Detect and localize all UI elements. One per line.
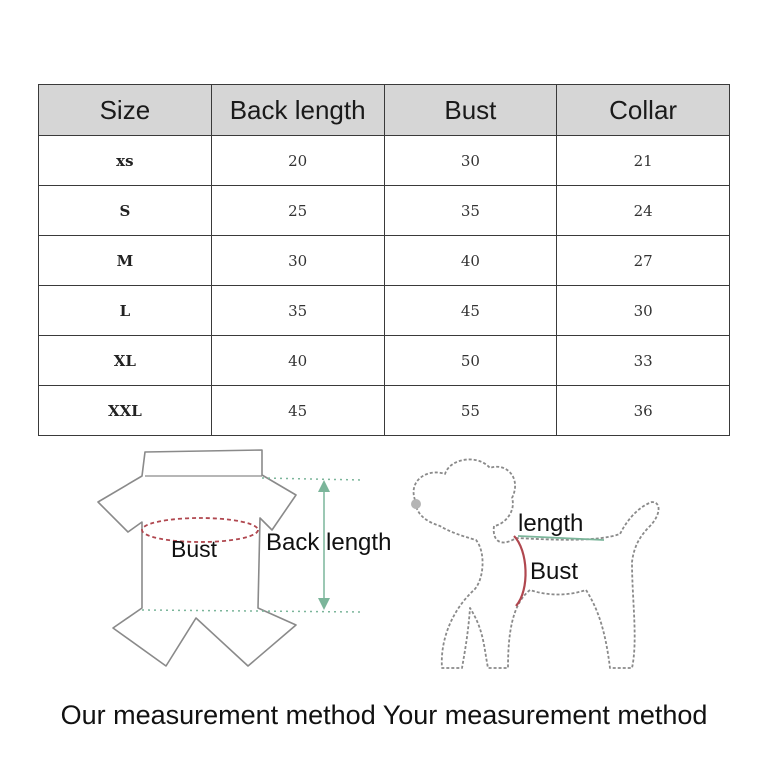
arrow-up-icon	[318, 480, 330, 492]
table-header-row	[39, 85, 730, 136]
size-chart-table	[38, 84, 730, 436]
bust-cell: 40	[384, 236, 557, 286]
back-length-cell: 20	[211, 136, 384, 186]
back-length-cell: 40	[211, 336, 384, 386]
bust-cell: 30	[384, 136, 557, 186]
size-cell: xs	[39, 136, 212, 186]
dog-bust-label: Bust	[530, 558, 579, 585]
table-row	[39, 386, 730, 436]
back-length-cell: 25	[211, 186, 384, 236]
bust-cell: 35	[384, 186, 557, 236]
collar-cell: 27	[557, 236, 730, 286]
measurement-caption: Our measurement method Your measurement method	[60, 700, 708, 730]
measurement-diagram	[0, 440, 768, 690]
table-row	[39, 286, 730, 336]
back-length-cell: 30	[211, 236, 384, 286]
collar-cell: 21	[557, 136, 730, 186]
table-row	[39, 186, 730, 236]
back-length-cell: 35	[211, 286, 384, 336]
size-cell: M	[39, 236, 212, 286]
dog-ear-dot	[411, 499, 421, 509]
dog-length-label: length	[518, 510, 584, 537]
collar-cell: 30	[557, 286, 730, 336]
table-row	[39, 136, 730, 186]
bust-cell: 55	[384, 386, 557, 436]
garment-illustration	[98, 450, 391, 666]
back-length-top-guide	[262, 478, 362, 480]
size-cell: XL	[39, 336, 212, 386]
back-length-cell: 45	[211, 386, 384, 436]
header-size: Size	[39, 85, 212, 136]
table-row	[39, 336, 730, 386]
collar-cell: 24	[557, 186, 730, 236]
size-cell: L	[39, 286, 212, 336]
size-cell: S	[39, 186, 212, 236]
size-cell: XXL	[39, 386, 212, 436]
back-length-bottom-guide	[142, 610, 362, 612]
garment-bust-label: Bust	[171, 536, 218, 562]
collar-cell: 36	[557, 386, 730, 436]
header-bust: Bust	[384, 85, 557, 136]
header-collar: Collar	[557, 85, 730, 136]
dog-illustration	[411, 459, 659, 668]
bust-cell: 45	[384, 286, 557, 336]
arrow-down-icon	[318, 598, 330, 610]
bust-cell: 50	[384, 336, 557, 386]
header-back-length: Back length	[211, 85, 384, 136]
garment-back-length-label: Back length	[266, 529, 392, 556]
table-row	[39, 236, 730, 286]
collar-cell: 33	[557, 336, 730, 386]
